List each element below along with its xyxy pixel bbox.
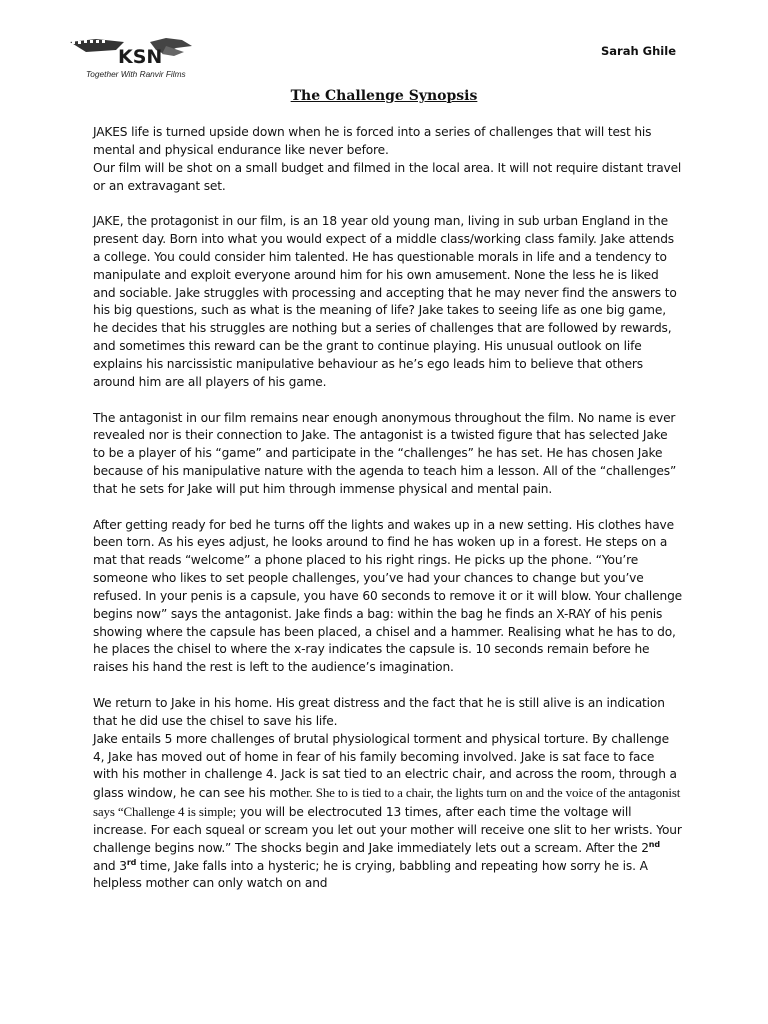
- paragraph-challenge-four: [93, 731, 683, 894]
- paragraph-production: Our film will be shot on a small budget and filmed in the local area. It will not require distant travel or an extravagant set.: [93, 160, 682, 193]
- page-title: The Challenge Synopsis: [290, 88, 478, 104]
- paragraph-logline: JAKES life is turned upside down when he is forced into a series of challenges that will test his mental and physical endurance like never before.: [93, 125, 652, 157]
- superscript-rd: rd: [126, 857, 137, 867]
- author-name: Sarah Ghile: [601, 44, 676, 58]
- text-run: and 3: [93, 858, 127, 873]
- text-run: you will be electrocuted 13 times, after each time the voltage will increase. For each squeal or scream you let out your mother will receive one slit to her wrists. Your challenge begins now.” The shocks begin and Jake immediately lets out a scream. After the 2: [93, 805, 682, 855]
- superscript-nd: nd: [648, 839, 660, 849]
- text-run: time, Jake falls into a hysteric; he is crying, babbling and repeating how sorry he is. A helpless mother can only watch on and: [93, 858, 648, 891]
- ksn-logo: [66, 36, 196, 82]
- paragraph-protagonist: JAKE, the protagonist in our film, is an 18 year old young man, living in sub urban England in the present day. Born into what you would expect of a middle class/working class family. Jake attends a college. You could consider him talented. He has questionable morals in life and a tendency to manipulate and exploit everyone around him for his own amusement. None the less he is liked and sociable. Jake struggles with processing and accepting that he may never find the answers to his big questions, such as what is the meaning of life? Jake takes to seeing life as one big game, he decides that his struggles are nothing but a series of challenges that are followed by rewards, and sometimes this reward can be the grant to continue playing. His unusual outlook on life explains his narcissistic manipulative behaviour as he’s ego leads him to believe that others around him are all players of his game.: [93, 214, 677, 389]
- paragraph-return-home: We return to Jake in his home. His great distress and the fact that he is still alive is an indication that he did use the chisel to save his life.: [93, 696, 665, 728]
- paragraph-antagonist: The antagonist in our film remains near enough anonymous throughout the film. No name is ever revealed nor is their connection to Jake. The antagonist is a twisted figure that has selected Jake to be a player of his “game” and participate in the “challenges” he has set. He has chosen Jake because of his manipulative nature with the agenda to teach him a lesson. All of the “challenges” that he sets for Jake will put him through immense physical and mental pain.: [93, 410, 677, 496]
- paragraph-first-challenge: After getting ready for bed he turns off the lights and wakes up in a new setting. His clothes have been torn. As his eyes adjust, he looks around to find he has woken up in a forest. He steps on a mat that reads “welcome” a phone placed to his right rings. He picks up the phone. “You’re someone who likes to set people challenges, you’ve had your chances to change but you’ve refused. In your penis is a capsule, you have 60 seconds to remove it or it will blow. Your challenge begins now” says the antagonist. Jake finds a bag: within the bag he finds an X-RAY of his penis showing where the capsule has been placed, a chisel and a hammer. Realising what he has to do, he places the chisel to where the x-ray indicates the capsule is. 10 seconds remain before he raises his hand the rest is left to the audience’s imagination.: [93, 517, 683, 675]
- document-body: [93, 124, 683, 893]
- logo-graphic: [66, 36, 196, 82]
- text-run: Jake entails 5 more challenges of brutal physiological torment and physical torture. By challenge 4, Jake has moved out of home in fear of his family becoming involved. Jake is sat face to face with his mother in challenge 4. Jack is sat tied to an electric chair, and across the room, through a glass window, he can see his moth: [93, 731, 677, 801]
- serif-text-run: er. She to is tied to a chair, the lights turn on and the voice of the antagonist says “Challenge 4 is simple;: [93, 785, 681, 820]
- logo-text: KSN: [118, 46, 163, 68]
- logo-tagline: Together With Ranvir Films: [86, 69, 186, 79]
